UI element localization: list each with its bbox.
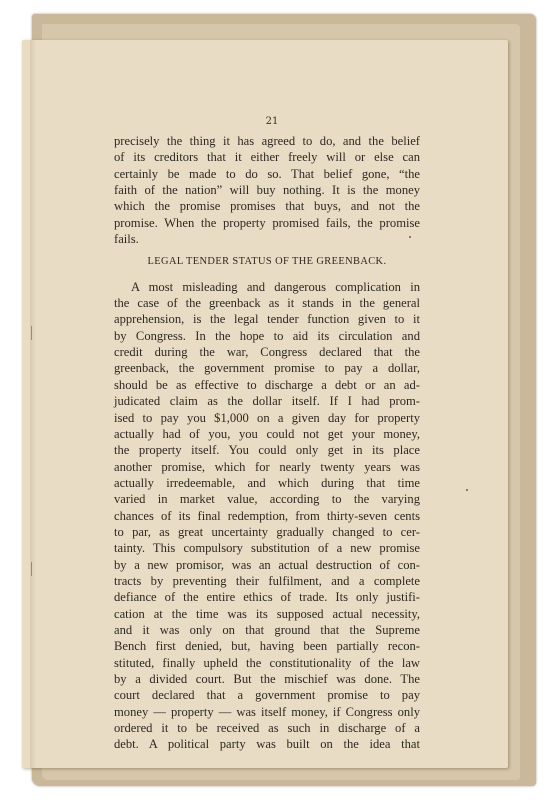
text-line: promise. When the property promised fails, the promise [114, 215, 420, 230]
text-line: A most misleading and dangerous complication in [131, 279, 420, 294]
text-line: tracts by preventing their fulfilment, and a complete [114, 573, 420, 588]
section-heading: LEGAL TENDER STATUS OF THE GREENBACK. [147, 256, 387, 268]
page-spine [30, 40, 36, 768]
binding-stitch [31, 326, 36, 340]
text-line: apprehension, is the legal tender function given to it [114, 312, 420, 327]
text-line: another promise, which for nearly twenty years was [114, 459, 420, 474]
text-line: the property itself. You could only get in its place [114, 443, 420, 458]
text-line: credit during the war, Congress declared that the [114, 345, 420, 360]
text-line: tainty. This compulsory substitution of a new promise [114, 541, 420, 556]
text-line: should be as effective to discharge a debt or an ad- [114, 377, 420, 392]
text-line: greenback, the government promise to pay a dollar, [114, 361, 420, 376]
page-body [114, 133, 420, 753]
text-line: court declared that a government promise to pay [114, 688, 420, 703]
text-line: by a new promisor, was an actual destruction of con- [114, 557, 420, 572]
text-line: cation at the time was its supposed actual necessity, [114, 606, 420, 621]
text-line: ised to pay you $1,000 on a given day for property [114, 410, 420, 425]
paragraph-one [114, 133, 420, 247]
text-line: ordered it to be received as such in discharge of a [114, 721, 420, 736]
text-line: chances of its final redemption, from thirty-seven cents [114, 508, 420, 523]
text-line: defiance of the entire ethics of trade. Its only justifi- [114, 590, 420, 605]
text-line: and it was only on that ground that the Supreme [114, 622, 420, 637]
text-line: actually had of you, you could not get your money, [114, 426, 420, 441]
text-line: certainly be made to do so. That belief gone, “the [114, 166, 420, 181]
text-line: which the promise promises that buys, and not the [114, 199, 420, 214]
text-line: the case of the greenback as it stands in the general [114, 296, 420, 311]
binding-stitch [31, 562, 36, 576]
text-line: Bench first denied, but, having been partially recon- [114, 639, 420, 654]
text-line: money — property — was itself money, if Congress only [114, 704, 420, 719]
text-line: varied in market value, according to the varying [114, 492, 420, 507]
paper-speck [409, 236, 411, 238]
page-number: 21 [265, 116, 279, 127]
text-line: by a divided court. But the mischief was done. The [114, 672, 420, 686]
text-line: precisely the thing it has agreed to do, and the belief [114, 134, 420, 148]
text-line: to par, as great uncertainty gradually changed to cer- [114, 524, 420, 539]
text-line: debt. A political party was built on the idea that [114, 737, 420, 752]
text-line: actually irredeemable, and which during that time [114, 475, 420, 490]
paragraph-two [114, 279, 420, 753]
text-line: faith of the nation” will buy nothing. It is the money [114, 183, 420, 198]
text-line: stituted, finally upheld the constitutionality of the law [114, 655, 420, 670]
text-line: judicated claim as the dollar itself. If I had prom- [114, 394, 420, 409]
paper-speck [466, 489, 468, 491]
text-line: fails. [114, 232, 139, 247]
text-line: by Congress. In the hope to aid its circulation and [114, 328, 420, 343]
text-line: of its creditors that it either freely will or else can [114, 150, 420, 165]
